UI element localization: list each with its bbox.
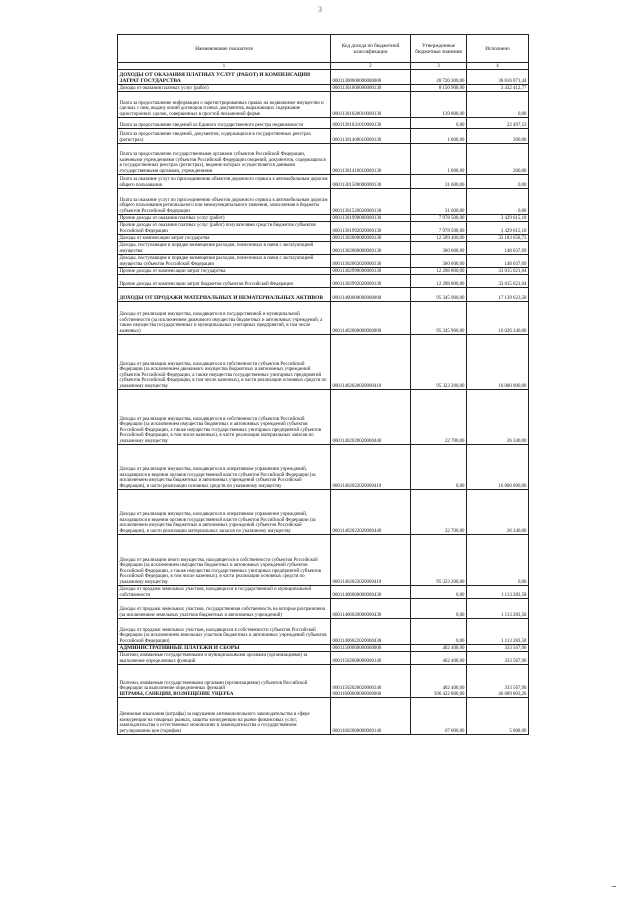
row-executed: 1 113 283,58 — [467, 599, 529, 619]
table-row — [118, 189, 529, 215]
row-approved: 0,00 — [411, 118, 467, 129]
row-executed: 300,00 — [467, 129, 529, 144]
table-row — [118, 445, 529, 490]
row-approved: 0,00 — [411, 619, 467, 645]
row-executed: 3 432 412,77 — [467, 85, 529, 92]
row-code: 00011400000000000000 — [331, 288, 411, 302]
row-executed: 33 015 621,04 — [467, 268, 529, 275]
row-code: 00011402020020000410 — [331, 335, 411, 390]
row-executed: 33 183 658,73 — [467, 235, 529, 242]
row-name: Доходы от реализации имущества, находящегося в оперативном управлении учреждений, находящихся в ведении органов государственной власти субъектов Российской Федерации (за исключением имущества бюджетных и автономных учреждений субъектов Российской Федерации), в части реализации материальных запасов по указанному имуществу — [118, 490, 331, 535]
row-executed: 333 567,90 — [504, 686, 527, 692]
row-code: 00011402023020000410 — [331, 535, 411, 586]
row-name: ДОХОДЫ ОТ ПРОДАЖИ МАТЕРИАЛЬНЫХ И НЕМАТЕРИАЛЬНЫХ АКТИВОВ — [118, 288, 331, 302]
row-approved: 22 700,00 — [411, 490, 467, 535]
row-code: 00011301031010000130 — [331, 118, 411, 129]
row-code: 00011301020010000130 — [331, 92, 411, 118]
row-code: 00011402020020000440 — [331, 390, 411, 445]
row-name: Плата за оказание услуг по присоединению объектов дорожного сервиса к автомобильным дорогам общего пользования регионального или межмуниципального значения, зачисляемая в бюджеты субъектов Российской Федерации — [118, 189, 331, 215]
row-approved: 31 600,00 — [411, 189, 467, 215]
row-approved: 462 400,00 — [442, 686, 465, 692]
row-approved: 0,00 — [411, 445, 467, 490]
table-row — [118, 215, 529, 222]
row-code: 00011502000000000140 — [331, 652, 411, 665]
table-row — [118, 490, 529, 535]
row-executed: 5 000,00 — [467, 698, 529, 735]
table-row — [118, 288, 529, 302]
row-approved: 0,00 — [411, 586, 467, 599]
table-row — [118, 335, 529, 390]
table-row — [118, 275, 529, 288]
row-name-cell — [118, 665, 331, 698]
row-code: 00011302992020000130 — [331, 275, 411, 288]
row-approved: 31 600,00 — [411, 175, 467, 189]
row-executed: 36 616 071,44 — [467, 70, 529, 85]
row-executed: 22 497,53 — [467, 118, 529, 129]
row-code: 00011301400010000130 — [331, 129, 411, 144]
row-executed: 0,00 — [467, 92, 529, 118]
row-approved: 462 400,00 — [411, 645, 467, 652]
row-approved: 95 323 200,00 — [411, 535, 467, 586]
row-name: Плата за предоставление информации о зарегистрированных правах на недвижимое имущество и сделках с ним, выдачу копий договоров и иных документов, выражающих содержание односторонних сделок, совершенных в простой письменной форме — [118, 92, 331, 118]
table-row — [118, 698, 529, 735]
row-name: ДОХОДЫ ОТ ОКАЗАНИЯ ПЛАТНЫХ УСЛУГ (РАБОТ) И КОМПЕНСАЦИИ ЗАТРАТ ГОСУДАРСТВА — [118, 70, 331, 85]
table-row — [118, 70, 529, 85]
row-code: 00011301000000000130 — [331, 85, 411, 92]
column-number: 3 — [411, 63, 467, 70]
table-row — [118, 129, 529, 144]
row-executed: 26 340,00 — [467, 490, 529, 535]
row-executed: 148 037,69 — [467, 255, 529, 268]
row-approved: 360 600,00 — [411, 242, 467, 255]
row-executed: 46 689 803,26 — [498, 691, 527, 697]
row-code: 00011406020000000430 — [331, 599, 411, 619]
table-row — [118, 255, 529, 268]
row-name: ШТРАФЫ, САНКЦИИ, ВОЗМЕЩЕНИЕ УЩЕРБА — [119, 691, 234, 697]
column-number: 1 — [118, 63, 331, 70]
row-code: 00011402000000000000 — [331, 302, 411, 335]
header-code: Код дохода по бюджетной классификации — [331, 35, 411, 63]
table-row — [118, 302, 529, 335]
table-row — [118, 222, 529, 235]
row-approved: 67 000,00 — [411, 698, 467, 735]
row-code: 00011301500000000130 — [331, 175, 411, 189]
row-code: 00011302000000000130 — [331, 235, 411, 242]
page-mark — [612, 886, 616, 887]
row-code: 00011406000000000430 — [331, 586, 411, 599]
row-executed: 16 026 340,00 — [467, 302, 529, 335]
row-name: Плата за оказание услуг по присоединению объектов дорожного сервиса к автомобильным дорогам общего пользования — [118, 175, 331, 189]
table-row — [118, 390, 529, 445]
row-name: Доходы от реализации имущества, находящегося в собственности субъектов Российской Федерации (за исключением движимого имущества бюджетных и автономных учреждений субъектов Российской Федерации, а также имущества государственных унитарных предприятий субъектов Российской Федерации, в том числе казенных), в части реализации основных средств по указанному имуществу — [118, 335, 331, 390]
row-name: Доходы, поступающие в порядке возмещения расходов, понесенных в связи с эксплуатацией имущества — [118, 242, 331, 255]
row-approved: 8 150 900,00 — [411, 85, 467, 92]
header-name: Наименование показателя — [118, 35, 331, 63]
row-approved-cell — [411, 665, 467, 698]
revenue-table — [117, 34, 529, 735]
row-executed: 3 429 615,18 — [467, 222, 529, 235]
row-approved: 12 208 800,00 — [411, 268, 467, 275]
header-executed: Исполнено — [467, 35, 529, 63]
column-number: 4 — [467, 63, 529, 70]
row-executed: 1 113 283,58 — [467, 586, 529, 599]
row-approved: 1 000,00 — [411, 144, 467, 175]
row-approved: 1 000,00 — [411, 129, 467, 144]
row-name: Плата за предоставление сведений из Единого государственного реестра недвижимости — [118, 118, 331, 129]
row-executed: 17 139 623,58 — [467, 288, 529, 302]
table-row — [118, 652, 529, 665]
row-executed: 16 000 000,00 — [467, 445, 529, 490]
row-name: Доходы от реализации имущества, находящегося в собственности субъектов Российской Федерации (за исключением имущества бюджетных и автономных учреждений субъектов Российской Федерации, а также имущества государственных унитарных предприятий субъектов Российской Федерации, в том числе казенных), в части реализации материальных запасов по указанному имуществу — [118, 390, 331, 445]
row-name: Платежи, взимаемые государственными органами (организациями) субъектов Российской Федерации за выполнение определенных функций — [119, 680, 308, 692]
row-name: Денежные взыскания (штрафы) за нарушение антимонопольного законодательства в сфере конкуренции на товарных рынках, защиты конкуренции на рынке финансовых услуг, законодательства о естественных монополиях и законодательства о государственном регулировании цен (тарифов) — [118, 698, 331, 735]
row-approved: 12 208 800,00 — [411, 275, 467, 288]
table-row — [118, 586, 529, 599]
table-row — [118, 85, 529, 92]
row-name: Доходы, поступающие в порядке возмещения расходов, понесенных в связи с эксплуатацией имущества субъектов Российской Федерации — [118, 255, 331, 268]
row-code: 00011301992020000130 — [331, 222, 411, 235]
row-name: Прочие доходы от оказания платных услуг (работ) получателями средств бюджетов субъектов Российской Федерации — [118, 222, 331, 235]
row-approved: 12 569 400,00 — [411, 235, 467, 242]
row-code: 00011602000000000140 — [331, 698, 411, 735]
row-name: Доходы от компенсации затрат государства — [118, 235, 331, 242]
row-name: Доходы от продажи земельных участков, находящихся в государственной и муниципальной собственности — [118, 586, 331, 599]
table-header-row — [118, 35, 529, 63]
row-name: Плата за предоставление сведений, документов, содержащихся в государственных реестрах (регистрах) — [118, 129, 331, 144]
row-name: Доходы от оказания платных услуг (работ) — [118, 85, 331, 92]
row-executed: 0,00 — [467, 535, 529, 586]
row-approved: 396 422 800,00 — [433, 691, 465, 697]
header-approved: Утвержденные бюджетные значения — [411, 35, 467, 63]
table-row — [118, 92, 529, 118]
row-approved: 7 978 500,00 — [411, 215, 467, 222]
row-executed: 26 340,00 — [467, 390, 529, 445]
row-approved: 95 345 900,00 — [411, 288, 467, 302]
row-executed: 0,00 — [467, 189, 529, 215]
row-code-cell — [331, 665, 411, 698]
row-name: Прочие доходы от компенсации затрат бюджетов субъектов Российской Федерации — [118, 275, 331, 288]
row-name: Прочие доходы от компенсации затрат государства — [118, 268, 331, 275]
row-executed: 300,00 — [467, 144, 529, 175]
table-row — [118, 235, 529, 242]
row-name: Платежи, взимаемые государственными и муниципальными органами (организациями) за выполнение определенных функций — [118, 652, 331, 665]
row-approved: 22 700,00 — [411, 390, 467, 445]
table-row — [118, 242, 529, 255]
row-name: Доходы от реализации имущества, находящегося в оперативном управлении учреждений, находящихся в ведении органов государственной власти субъектов Российской Федерации (за исключением имущества бюджетных и автономных учреждений субъектов Российской Федерации), в части реализации основных средств по указанному имуществу — [118, 445, 331, 490]
row-code: 00011301410010000130 — [331, 144, 411, 175]
row-approved: 0,00 — [411, 599, 467, 619]
row-code: 00011500000000000000 — [331, 645, 411, 652]
row-name: Доходы от реализации имущества, находящегося в государственной и муниципальной собственности (за исключением движимого имущества бюджетных и автономных учреждений, а также имущества государственных и муниципальных унитарных предприятий, в том числе казенных) — [118, 302, 331, 335]
row-executed: 33 015 621,04 — [467, 275, 529, 288]
row-executed: 148 037,69 — [467, 242, 529, 255]
row-executed: 3 429 615,18 — [467, 215, 529, 222]
table-row — [118, 619, 529, 645]
row-name: Доходы от продажи земельных участков, находящихся в собственности субъектов Российской Федерации (за исключением земельных участков бюджетных и автономных учреждений субъектов Российской Федерации) — [118, 619, 331, 645]
row-name: АДМИНИСТРАТИВНЫЕ ПЛАТЕЖИ И СБОРЫ — [118, 645, 331, 652]
row-approved: 95 345 900,00 — [411, 302, 467, 335]
row-code: 00011402022020000440 — [331, 490, 411, 535]
row-code: 00011406022020000430 — [331, 619, 411, 645]
row-name: Плата за предоставление государственными органами субъектов Российской Федерации, казенными учреждениями субъектов Российской Федерации сведений, документов, содержащихся в государственных реестрах (регистрах), ведение которых осуществляется данными государственными органами, учреждениями — [118, 144, 331, 175]
row-approved: 20 720 300,00 — [411, 70, 467, 85]
row-name: Доходы от реализации иного имущества, находящегося в собственности субъектов Российской Федерации (за исключением имущества бюджетных и автономных учреждений субъектов Российской Федерации, а также имущества государственных унитарных предприятий субъектов Российской Федерации, в том числе казенных), в части реализации основных средств по указанному имуществу — [118, 535, 331, 586]
row-approved: 360 600,00 — [411, 255, 467, 268]
row-name: Прочие доходы от оказания платных услуг (работ) — [118, 215, 331, 222]
row-approved: 95 323 200,00 — [411, 335, 467, 390]
row-executed-cell — [467, 665, 529, 698]
row-executed: 0,00 — [467, 175, 529, 189]
row-executed: 1 113 283,58 — [467, 619, 529, 645]
row-code: 00011302060000000130 — [331, 242, 411, 255]
row-code: 00011402022020000410 — [331, 445, 411, 490]
row-executed: 333 567,90 — [467, 645, 529, 652]
table-row — [118, 118, 529, 129]
row-executed: 16 000 000,00 — [467, 335, 529, 390]
row-name: Доходы от продажи земельных участков, государственная собственность на которые разграничена (за исключением земельных участков бюджетных и автономных учреждений) — [118, 599, 331, 619]
table-row — [118, 599, 529, 619]
column-number-row — [118, 63, 529, 70]
row-code: 00011300000000000000 — [331, 70, 411, 85]
table-row — [118, 535, 529, 586]
table-row — [118, 665, 529, 698]
table-row — [118, 175, 529, 189]
row-code: 00011600000000000000 — [332, 691, 382, 697]
row-approved: 462 400,00 — [411, 652, 467, 665]
column-number: 2 — [331, 63, 411, 70]
row-approved: 7 978 500,00 — [411, 222, 467, 235]
page-number: 3 — [318, 5, 322, 14]
row-code: 00011502020020000140 — [332, 686, 382, 692]
table-row — [118, 268, 529, 275]
row-code: 00011301990000000130 — [331, 215, 411, 222]
row-code: 00011301520020000130 — [331, 189, 411, 215]
table-row — [118, 144, 529, 175]
row-code: 00011302062020000130 — [331, 255, 411, 268]
table-row — [118, 645, 529, 652]
row-approved: 139 800,00 — [411, 92, 467, 118]
row-executed: 333 567,90 — [467, 652, 529, 665]
row-code: 00011302990000000130 — [331, 268, 411, 275]
